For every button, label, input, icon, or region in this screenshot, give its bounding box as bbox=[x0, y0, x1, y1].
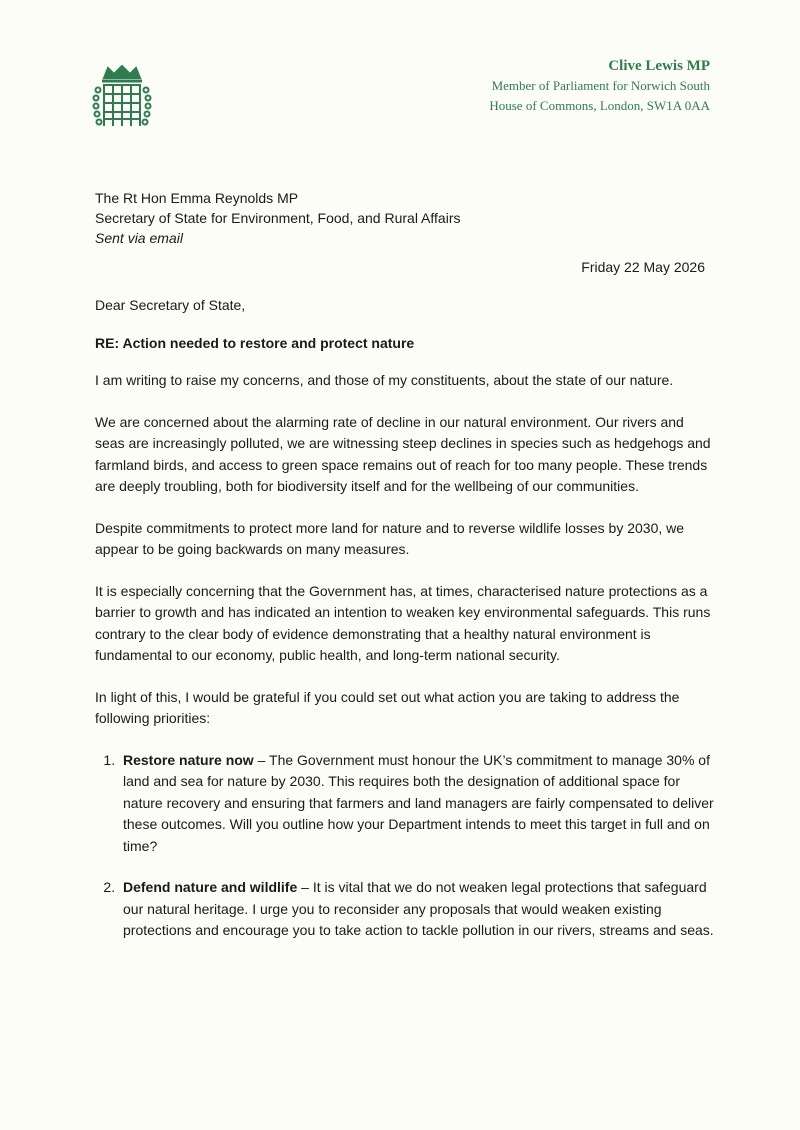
sender-role: Member of Parliament for Norwich South bbox=[491, 78, 710, 93]
paragraph: I am writing to raise my concerns, and those of my constituents, about the state of our nature. bbox=[95, 372, 674, 388]
sender-address: House of Commons, London, SW1A 0AA bbox=[489, 98, 710, 113]
recipient-title: Secretary of State for Environment, Food, and Rural Affairs bbox=[95, 210, 461, 226]
list-item bbox=[119, 750, 715, 858]
paragraph: It is especially concerning that the Government has, at times, characterised nature protections as a barrier to growth and has indicated an intention to weaken key environmental safeguards. This runs contrary to the clear body of evidence demonstrating that a healthy natural environment is fundamental to our economy, public health, and long-term national security. bbox=[95, 582, 711, 663]
portcullis-icon bbox=[90, 64, 154, 134]
sender-name: Clive Lewis MP bbox=[608, 58, 710, 74]
paragraph: In light of this, I would be grateful if you could set out what action you are taking to address the following priorities: bbox=[95, 688, 680, 726]
letter-date: Friday 22 May 2026 bbox=[581, 259, 705, 275]
subject-line: RE: Action needed to restore and protect nature bbox=[95, 334, 415, 351]
paragraph: Despite commitments to protect more land for nature and to reverse wildlife losses by 2030, we appear to be going backwards on many measures. bbox=[95, 519, 685, 557]
list-item bbox=[119, 877, 715, 942]
letter-body bbox=[95, 295, 715, 962]
delivery-note: Sent via email bbox=[95, 230, 183, 246]
recipient-name: The Rt Hon Emma Reynolds MP bbox=[95, 190, 299, 206]
priority-text: – It is vital that we do not weaken legal protections that safeguard our natural heritage. I urge you to reconsider any proposals that would weaken existing protections and encourage you to take action to tackle pollution in our rivers, streams and seas. bbox=[123, 879, 714, 938]
priority-heading: Defend nature and wildlife bbox=[123, 879, 298, 895]
recipient-block bbox=[95, 188, 460, 248]
priorities-list bbox=[95, 750, 715, 942]
paragraph: We are concerned about the alarming rate of decline in our natural environment. Our rivers and seas are increasingly polluted, we are witnessing steep declines in species such as hedgehogs and farmland birds, and access to green space remains out of reach for too many people. These trends are deeply troubling, both for biodiversity itself and for the wellbeing of our communities. bbox=[95, 413, 711, 494]
priority-text: – The Government must honour the UK’s commitment to manage 30% of land and sea for nature by 2030. This requires both the designation of additional space for nature recovery and ensuring that farmers and land managers are fairly compensated to deliver these outcomes. Will you outline how your Department intends to meet this target in full and on time? bbox=[123, 751, 714, 854]
priority-heading: Restore nature now bbox=[123, 751, 254, 768]
salutation: Dear Secretary of State, bbox=[95, 297, 246, 313]
letterhead bbox=[489, 56, 710, 116]
